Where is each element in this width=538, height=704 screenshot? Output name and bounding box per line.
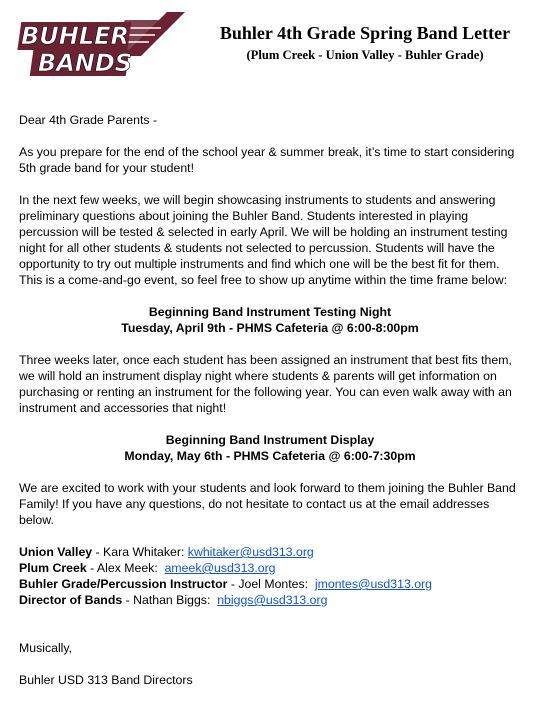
- spacer: [19, 624, 521, 640]
- event-testing-detail: Tuesday, April 9th - PHMS Cafeteria @ 6:00-8:00pm: [121, 321, 419, 335]
- event-display-night: [19, 432, 521, 464]
- contact-role: Plum Creek: [19, 561, 87, 575]
- letter-subtitle: (Plum Creek - Union Valley - Buhler Grade): [246, 48, 484, 62]
- logo-text-line1: BUHLER: [20, 22, 130, 50]
- contact-list: [19, 544, 521, 608]
- contact-item: [19, 576, 521, 592]
- paragraph-intro: As you prepare for the end of the school year & summer break, it’s time to start considering 5th grade band for your student!: [19, 145, 515, 175]
- event-testing-title: Beginning Band Instrument Testing Night: [148, 305, 392, 319]
- paragraph-contact: We are excited to work with your students and look forward to them joining the Buhler Band Family! If you have any questions, do not hesitate to contact us at the email addresses below.: [19, 481, 516, 527]
- closing: Musically,: [19, 641, 73, 655]
- contact-email-link[interactable]: nbiggs@usd313.org: [217, 593, 328, 607]
- paragraph-display: Three weeks later, once each student has been assigned an instrument that best fits them, we will hold an instrument display night where students & parents will get information on purchasing or renting an instrument for the following year. You can even walk away with an instrument and accessories that night!: [19, 353, 512, 415]
- buhler-bands-logo: [17, 10, 189, 80]
- signature: Buhler USD 313 Band Directors: [19, 673, 193, 687]
- contact-name: - Joel Montes:: [227, 577, 315, 591]
- greeting: Dear 4th Grade Parents -: [19, 113, 158, 127]
- event-display-title: Beginning Band Instrument Display: [165, 433, 375, 447]
- contact-email-link[interactable]: jmontes@usd313.org: [314, 577, 432, 591]
- event-testing-night: [19, 304, 521, 336]
- contact-name: - Nathan Biggs:: [122, 593, 218, 607]
- contact-name: - Kara Whitaker:: [92, 545, 188, 559]
- letter-title: Buhler 4th Grade Spring Band Letter: [219, 23, 511, 43]
- contact-email-link[interactable]: kwhitaker@usd313.org: [187, 545, 314, 559]
- contact-role: Union Valley: [19, 545, 93, 559]
- contact-item: [19, 592, 521, 608]
- letter-body: [19, 112, 521, 704]
- contact-item: [19, 560, 521, 576]
- paragraph-testing: In the next few weeks, we will begin showcasing instruments to students and answering preliminary questions about joining the Buhler Band. Students interested in playing percussion will be tested & selected in early April. We will be holding an instrument testing night for all other students & students not selected to percussion. Students will have the opportunity to try out multiple instruments and find which one will be the best fit for them. This is a come-and-go event, so feel free to show up anytime within the time frame below:: [19, 193, 508, 287]
- contact-email-link[interactable]: ameek@usd313.org: [164, 561, 276, 575]
- contact-name: - Alex Meek:: [86, 561, 165, 575]
- contact-role: Director of Bands: [19, 593, 123, 607]
- logo-text-line2: BANDS: [37, 49, 133, 77]
- contact-item: [19, 544, 521, 560]
- contact-role: Buhler Grade/Percussion Instructor: [19, 577, 228, 591]
- letter-header: [200, 22, 530, 63]
- event-display-detail: Monday, May 6th - PHMS Cafeteria @ 6:00-7:30pm: [124, 449, 416, 463]
